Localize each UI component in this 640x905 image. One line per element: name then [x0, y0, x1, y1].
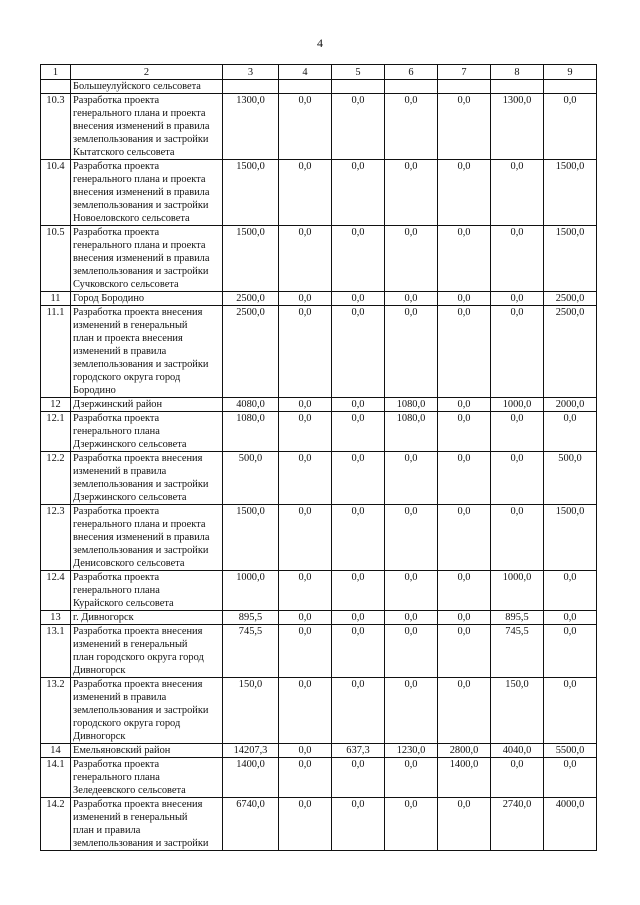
- value-cell-col-8: 0,0: [491, 412, 544, 452]
- row-description: [71, 80, 223, 94]
- column-header-1: 1: [41, 65, 71, 80]
- row-number: 14.2: [41, 798, 71, 851]
- header-row: [41, 65, 597, 80]
- row-description: [71, 571, 223, 611]
- value-cell-col-5: 0,0: [332, 798, 385, 851]
- column-header-3: 3: [223, 65, 279, 80]
- description-line: изменений в генеральный: [73, 320, 188, 331]
- value-cell-col-3: 4080,0: [223, 398, 279, 412]
- row-number: 13: [41, 611, 71, 625]
- value-cell-col-4: 0,0: [279, 798, 332, 851]
- row-number: 14: [41, 744, 71, 758]
- column-header-5: 5: [332, 65, 385, 80]
- value-cell-col-9: 5500,0: [544, 744, 597, 758]
- row-number: 12.2: [41, 452, 71, 505]
- value-cell-col-6: 0,0: [385, 571, 438, 611]
- description-line: внесения изменений в правила: [73, 121, 210, 132]
- value-cell-col-4: 0,0: [279, 571, 332, 611]
- value-cell-col-8: 4040,0: [491, 744, 544, 758]
- description-line: Разработка проекта внесения: [73, 453, 203, 464]
- value-cell-col-7: 0,0: [438, 505, 491, 571]
- description-line: Денисовского сельсовета: [73, 558, 185, 569]
- value-cell-col-7: 0,0: [438, 678, 491, 744]
- value-cell-col-4: 0,0: [279, 744, 332, 758]
- row-number: 12.3: [41, 505, 71, 571]
- value-cell-col-9: 500,0: [544, 452, 597, 505]
- row-description: [71, 505, 223, 571]
- description-line: Город Бородино: [73, 293, 145, 304]
- table-row: [41, 452, 597, 505]
- value-cell-col-4: 0,0: [279, 412, 332, 452]
- value-cell-col-3: 1300,0: [223, 94, 279, 160]
- budget-table: [40, 64, 597, 851]
- value-cell-col-3: 1500,0: [223, 160, 279, 226]
- value-cell-col-4: 0,0: [279, 611, 332, 625]
- table-row: [41, 611, 597, 625]
- value-cell-col-4: 0,0: [279, 226, 332, 292]
- value-cell-col-7: 0,0: [438, 571, 491, 611]
- value-cell-col-7: 1400,0: [438, 758, 491, 798]
- description-line: изменений в правила: [73, 466, 167, 477]
- table-row: [41, 625, 597, 678]
- value-cell-col-6: 1230,0: [385, 744, 438, 758]
- value-cell-col-6: 0,0: [385, 94, 438, 160]
- value-cell-col-9: 0,0: [544, 678, 597, 744]
- value-cell-col-3: 6740,0: [223, 798, 279, 851]
- description-line: Разработка проекта: [73, 161, 160, 172]
- table-row: [41, 505, 597, 571]
- value-cell-col-5: 0,0: [332, 452, 385, 505]
- description-line: землепользования и застройки: [73, 266, 209, 277]
- value-cell-col-3: 1400,0: [223, 758, 279, 798]
- row-number: 10.4: [41, 160, 71, 226]
- value-cell-col-8: 745,5: [491, 625, 544, 678]
- value-cell-col-8: 1000,0: [491, 571, 544, 611]
- value-cell-col-8: 150,0: [491, 678, 544, 744]
- value-cell-col-3: 14207,3: [223, 744, 279, 758]
- description-line: генерального плана: [73, 772, 160, 783]
- description-line: Кытатского сельсовета: [73, 147, 175, 158]
- value-cell-col-4: 0,0: [279, 678, 332, 744]
- row-number: 10.5: [41, 226, 71, 292]
- row-description: [71, 798, 223, 851]
- value-cell-col-9: 1500,0: [544, 505, 597, 571]
- row-description: [71, 226, 223, 292]
- value-cell-col-6: 0,0: [385, 226, 438, 292]
- value-cell-col-4: 0,0: [279, 505, 332, 571]
- table-row: [41, 758, 597, 798]
- row-number: 13.1: [41, 625, 71, 678]
- value-cell-col-8: 1300,0: [491, 94, 544, 160]
- value-cell-col-6: [385, 80, 438, 94]
- value-cell-col-9: 2500,0: [544, 306, 597, 398]
- value-cell-col-3: 1000,0: [223, 571, 279, 611]
- value-cell-col-3: 150,0: [223, 678, 279, 744]
- description-line: генерального плана и проекта: [73, 519, 206, 530]
- description-line: Дивногорск: [73, 665, 126, 676]
- value-cell-col-4: 0,0: [279, 452, 332, 505]
- value-cell-col-7: 0,0: [438, 625, 491, 678]
- value-cell-col-7: 0,0: [438, 306, 491, 398]
- value-cell-col-3: 745,5: [223, 625, 279, 678]
- value-cell-col-3: 2500,0: [223, 292, 279, 306]
- table-row: [41, 160, 597, 226]
- description-line: Дивногорск: [73, 731, 126, 742]
- description-line: городского округа город: [73, 718, 181, 729]
- row-number: 11.1: [41, 306, 71, 398]
- column-header-8: 8: [491, 65, 544, 80]
- column-header-9: 9: [544, 65, 597, 80]
- value-cell-col-7: 0,0: [438, 226, 491, 292]
- value-cell-col-7: 0,0: [438, 611, 491, 625]
- value-cell-col-6: 0,0: [385, 306, 438, 398]
- table-row: [41, 571, 597, 611]
- value-cell-col-8: 0,0: [491, 758, 544, 798]
- value-cell-col-3: [223, 80, 279, 94]
- description-line: Зеледеевского сельсовета: [73, 785, 186, 796]
- value-cell-col-5: 0,0: [332, 398, 385, 412]
- value-cell-col-9: 2500,0: [544, 292, 597, 306]
- description-line: Разработка проекта внесения: [73, 799, 203, 810]
- value-cell-col-9: 2000,0: [544, 398, 597, 412]
- description-line: г. Дивногорск: [73, 612, 134, 623]
- value-cell-col-9: 0,0: [544, 571, 597, 611]
- description-line: Разработка проекта внесения: [73, 679, 203, 690]
- value-cell-col-7: 0,0: [438, 94, 491, 160]
- value-cell-col-9: 0,0: [544, 758, 597, 798]
- description-line: генерального плана и проекта: [73, 240, 206, 251]
- description-line: Разработка проекта: [73, 95, 160, 106]
- description-line: Новоеловского сельсовета: [73, 213, 190, 224]
- row-number: 14.1: [41, 758, 71, 798]
- description-line: Сучковского сельсовета: [73, 279, 179, 290]
- description-line: генерального плана: [73, 585, 160, 596]
- value-cell-col-7: 0,0: [438, 160, 491, 226]
- value-cell-col-6: 0,0: [385, 798, 438, 851]
- value-cell-col-5: 0,0: [332, 292, 385, 306]
- value-cell-col-3: 1500,0: [223, 505, 279, 571]
- value-cell-col-8: 0,0: [491, 226, 544, 292]
- row-description: [71, 292, 223, 306]
- value-cell-col-5: 0,0: [332, 758, 385, 798]
- description-line: Разработка проекта: [73, 413, 160, 424]
- description-line: землепользования и застройки: [73, 545, 209, 556]
- value-cell-col-3: 895,5: [223, 611, 279, 625]
- description-line: землепользования и застройки: [73, 705, 209, 716]
- value-cell-col-5: 0,0: [332, 571, 385, 611]
- description-line: изменений в правила: [73, 692, 167, 703]
- description-line: генерального плана и проекта: [73, 174, 206, 185]
- value-cell-col-3: 1500,0: [223, 226, 279, 292]
- value-cell-col-4: 0,0: [279, 625, 332, 678]
- description-line: изменений в правила: [73, 346, 167, 357]
- value-cell-col-3: 500,0: [223, 452, 279, 505]
- value-cell-col-3: 2500,0: [223, 306, 279, 398]
- value-cell-col-7: 0,0: [438, 452, 491, 505]
- value-cell-col-4: 0,0: [279, 398, 332, 412]
- table-row: [41, 678, 597, 744]
- row-description: [71, 160, 223, 226]
- value-cell-col-3: 1080,0: [223, 412, 279, 452]
- description-line: план городского округа город: [73, 652, 204, 663]
- value-cell-col-9: 1500,0: [544, 226, 597, 292]
- row-description: [71, 744, 223, 758]
- row-number: 12: [41, 398, 71, 412]
- page-number: 4: [317, 36, 323, 50]
- value-cell-col-8: 0,0: [491, 452, 544, 505]
- description-line: изменений в генеральный: [73, 812, 188, 823]
- value-cell-col-9: 0,0: [544, 611, 597, 625]
- description-line: Разработка проекта внесения: [73, 626, 203, 637]
- value-cell-col-9: 4000,0: [544, 798, 597, 851]
- column-header-6: 6: [385, 65, 438, 80]
- description-line: внесения изменений в правила: [73, 532, 210, 543]
- value-cell-col-8: 0,0: [491, 306, 544, 398]
- row-number: 10.3: [41, 94, 71, 160]
- value-cell-col-5: 0,0: [332, 94, 385, 160]
- value-cell-col-8: 0,0: [491, 160, 544, 226]
- row-number: 12.4: [41, 571, 71, 611]
- value-cell-col-8: 895,5: [491, 611, 544, 625]
- table-row: [41, 226, 597, 292]
- row-number: 13.2: [41, 678, 71, 744]
- value-cell-col-7: 0,0: [438, 398, 491, 412]
- value-cell-col-5: 0,0: [332, 306, 385, 398]
- value-cell-col-8: 0,0: [491, 505, 544, 571]
- value-cell-col-6: 0,0: [385, 678, 438, 744]
- value-cell-col-5: 0,0: [332, 678, 385, 744]
- table-row: [41, 798, 597, 851]
- description-line: землепользования и застройки: [73, 200, 209, 211]
- value-cell-col-4: [279, 80, 332, 94]
- value-cell-col-9: 1500,0: [544, 160, 597, 226]
- value-cell-col-6: 0,0: [385, 452, 438, 505]
- row-description: [71, 94, 223, 160]
- value-cell-col-7: 2800,0: [438, 744, 491, 758]
- value-cell-col-7: 0,0: [438, 292, 491, 306]
- value-cell-col-6: 0,0: [385, 292, 438, 306]
- value-cell-col-8: 2740,0: [491, 798, 544, 851]
- value-cell-col-9: 0,0: [544, 94, 597, 160]
- value-cell-col-9: 0,0: [544, 625, 597, 678]
- value-cell-col-5: 637,3: [332, 744, 385, 758]
- description-line: Емельяновский район: [73, 745, 171, 756]
- description-line: землепользования и застройки: [73, 359, 209, 370]
- description-line: Разработка проекта: [73, 227, 160, 238]
- value-cell-col-4: 0,0: [279, 758, 332, 798]
- value-cell-col-8: 1000,0: [491, 398, 544, 412]
- value-cell-col-6: 1080,0: [385, 398, 438, 412]
- row-number: [41, 80, 71, 94]
- description-line: изменений в генеральный: [73, 639, 188, 650]
- description-line: Разработка проекта внесения: [73, 307, 203, 318]
- description-line: Большеулуйского сельсовета: [73, 81, 201, 92]
- value-cell-col-6: 0,0: [385, 758, 438, 798]
- row-description: [71, 611, 223, 625]
- value-cell-col-4: 0,0: [279, 94, 332, 160]
- value-cell-col-5: 0,0: [332, 625, 385, 678]
- description-line: Разработка проекта: [73, 572, 160, 583]
- value-cell-col-6: 0,0: [385, 505, 438, 571]
- row-number: 12.1: [41, 412, 71, 452]
- description-line: Дзержинского сельсовета: [73, 492, 187, 503]
- table-row: [41, 306, 597, 398]
- column-header-7: 7: [438, 65, 491, 80]
- row-description: [71, 306, 223, 398]
- value-cell-col-6: 0,0: [385, 611, 438, 625]
- table-row: [41, 94, 597, 160]
- description-line: Дзержинский район: [73, 399, 163, 410]
- table-row: [41, 412, 597, 452]
- value-cell-col-7: [438, 80, 491, 94]
- row-number: 11: [41, 292, 71, 306]
- value-cell-col-9: [544, 80, 597, 94]
- description-line: землепользования и застройки: [73, 479, 209, 490]
- column-header-4: 4: [279, 65, 332, 80]
- value-cell-col-5: 0,0: [332, 412, 385, 452]
- table-body: [41, 80, 597, 851]
- row-description: [71, 452, 223, 505]
- row-description: [71, 412, 223, 452]
- value-cell-col-8: 0,0: [491, 292, 544, 306]
- value-cell-col-4: 0,0: [279, 292, 332, 306]
- table-row: [41, 80, 597, 94]
- description-line: Бородино: [73, 385, 116, 396]
- value-cell-col-5: 0,0: [332, 505, 385, 571]
- description-line: Разработка проекта: [73, 759, 160, 770]
- description-line: план и правила: [73, 825, 141, 836]
- description-line: Курайского сельсовета: [73, 598, 174, 609]
- value-cell-col-4: 0,0: [279, 160, 332, 226]
- value-cell-col-4: 0,0: [279, 306, 332, 398]
- value-cell-col-7: 0,0: [438, 412, 491, 452]
- description-line: землепользования и застройки: [73, 134, 209, 145]
- row-description: [71, 625, 223, 678]
- value-cell-col-5: 0,0: [332, 611, 385, 625]
- value-cell-col-7: 0,0: [438, 798, 491, 851]
- table-row: [41, 292, 597, 306]
- value-cell-col-5: [332, 80, 385, 94]
- description-line: генерального плана: [73, 426, 160, 437]
- value-cell-col-6: 0,0: [385, 625, 438, 678]
- description-line: Дзержинского сельсовета: [73, 439, 187, 450]
- value-cell-col-5: 0,0: [332, 226, 385, 292]
- row-description: [71, 678, 223, 744]
- description-line: внесения изменений в правила: [73, 253, 210, 264]
- row-description: [71, 758, 223, 798]
- description-line: городского округа город: [73, 372, 181, 383]
- table-row: [41, 398, 597, 412]
- value-cell-col-6: 1080,0: [385, 412, 438, 452]
- description-line: внесения изменений в правила: [73, 187, 210, 198]
- description-line: генерального плана и проекта: [73, 108, 206, 119]
- value-cell-col-9: 0,0: [544, 412, 597, 452]
- value-cell-col-5: 0,0: [332, 160, 385, 226]
- column-header-2: 2: [71, 65, 223, 80]
- row-description: [71, 398, 223, 412]
- description-line: план и проекта внесения: [73, 333, 183, 344]
- value-cell-col-8: [491, 80, 544, 94]
- description-line: Разработка проекта: [73, 506, 160, 517]
- table-row: [41, 744, 597, 758]
- description-line: землепользования и застройки: [73, 838, 209, 849]
- value-cell-col-6: 0,0: [385, 160, 438, 226]
